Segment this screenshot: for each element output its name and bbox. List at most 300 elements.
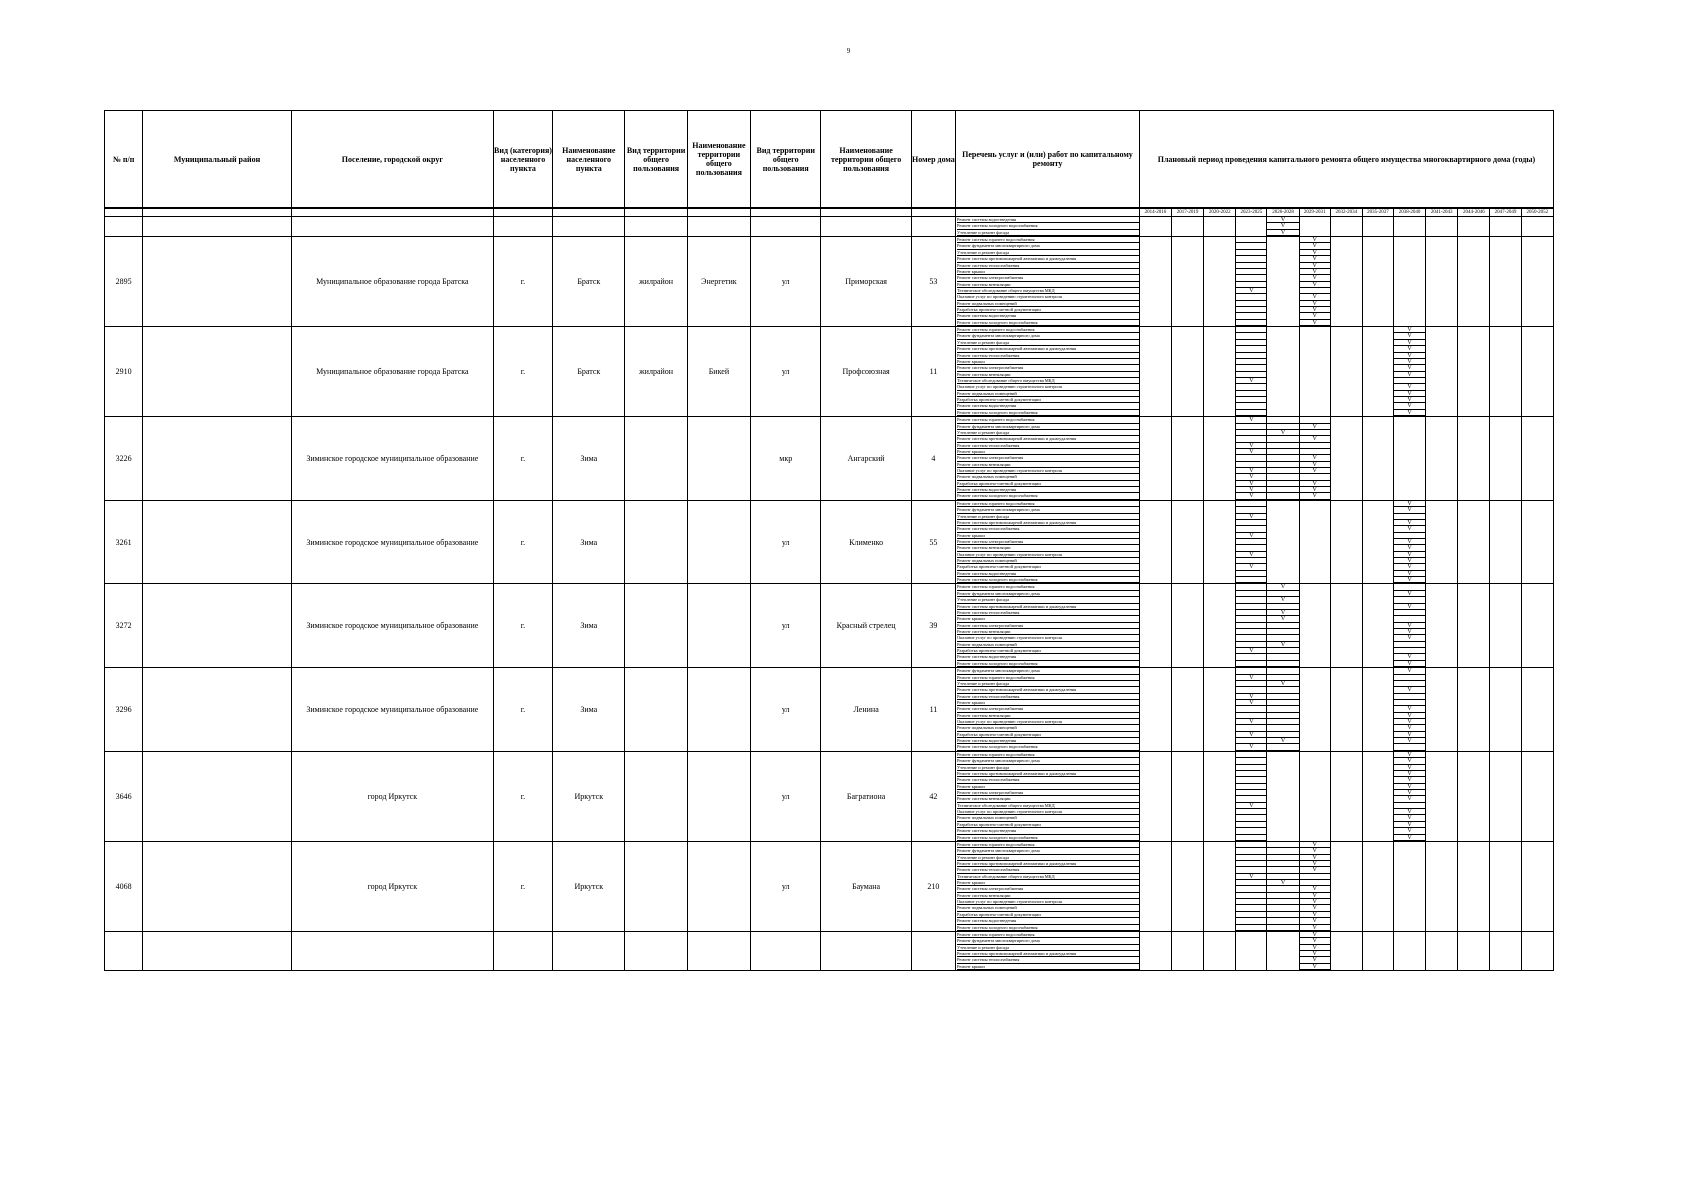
year-mark — [1426, 925, 1457, 931]
year-mark: V — [1300, 468, 1330, 474]
settlement: Зиминское городское муниципальное образование — [306, 621, 479, 631]
year-mark — [1426, 577, 1457, 583]
year-mark: V — [1394, 719, 1425, 725]
work-item: Ремонт подвальных помещений — [957, 905, 1139, 911]
table-row — [105, 327, 1554, 417]
locality-type-cell — [493, 237, 552, 327]
year-mark — [1204, 925, 1235, 931]
year-mark-cell — [1204, 237, 1236, 327]
work-item: Разработка проектно-сметной документации — [957, 912, 1139, 918]
year-mark-cell — [1490, 841, 1521, 931]
year-mark: V — [1236, 487, 1266, 493]
territory-name-cell — [687, 584, 750, 668]
work-item: Ремонт системы теплоснабжения — [957, 443, 1139, 449]
house-number-cell — [911, 327, 955, 417]
year-mark: V — [1300, 263, 1330, 269]
year-mark — [1331, 493, 1362, 499]
year-mark: V — [1394, 765, 1425, 771]
settlement-cell — [291, 417, 493, 501]
year-mark — [1522, 964, 1553, 970]
year-mark: V — [1394, 333, 1425, 339]
year-mark — [1300, 744, 1330, 750]
year-mark: V — [1394, 835, 1425, 841]
year-mark: V — [1236, 481, 1266, 487]
year-mark: V — [1300, 487, 1330, 493]
year-header: 2050-2052 — [1521, 208, 1553, 217]
years-blank — [956, 208, 1140, 217]
year-mark — [1172, 925, 1203, 931]
year-mark: V — [1394, 732, 1425, 738]
year-mark — [1522, 835, 1553, 841]
year-mark: V — [1236, 675, 1266, 681]
row-number-cell — [105, 500, 143, 584]
house-number-cell — [911, 931, 955, 970]
year-mark: V — [1236, 552, 1266, 558]
year-mark-cell — [1490, 500, 1521, 584]
work-item: Ремонт системы водоотведения — [957, 828, 1139, 834]
year-mark-cell — [1267, 931, 1299, 970]
territory-type-cell — [625, 327, 687, 417]
year-mark-cell — [1204, 327, 1236, 417]
year-mark-cell — [1521, 327, 1553, 417]
header-num: № п/п — [105, 111, 143, 209]
year-mark: V — [1394, 591, 1425, 597]
year-header: 2041-2043 — [1426, 208, 1458, 217]
work-item: Ремонт крыши — [957, 616, 1139, 622]
year-mark-cell — [1521, 217, 1553, 237]
year-mark — [1267, 744, 1298, 750]
work-item: Разработка проектно-сметной документации — [957, 648, 1139, 654]
year-mark-cell — [1172, 327, 1204, 417]
year-mark: V — [1394, 784, 1425, 790]
year-mark — [1522, 410, 1553, 416]
work-item: Техническое обследование общего имущества МКД — [957, 378, 1139, 384]
street-type: ул — [781, 791, 790, 801]
year-mark-cell — [1299, 417, 1330, 501]
work-item: Ремонт системы электроснабжения — [957, 706, 1139, 712]
settlement-cell — [291, 751, 493, 841]
house-number-cell — [911, 500, 955, 584]
year-mark — [1522, 925, 1553, 931]
years-blank — [493, 208, 552, 217]
year-mark: V — [1394, 391, 1425, 397]
year-mark-cell — [1394, 217, 1426, 237]
year-mark-cell — [1426, 217, 1458, 237]
work-item: Ремонт системы противопожарной автоматики и дымоудаления — [957, 861, 1139, 867]
year-mark-cell — [1362, 751, 1393, 841]
row-number-cell — [105, 417, 143, 501]
year-mark-cell — [1204, 500, 1236, 584]
year-mark-cell — [1299, 237, 1330, 327]
header-settlement: Поселение, городской округ — [291, 111, 493, 209]
work-item: Ремонт подвальных помещений — [957, 558, 1139, 564]
year-mark: V — [1300, 282, 1330, 288]
year-mark: V — [1267, 616, 1298, 622]
year-mark — [1363, 661, 1393, 667]
work-item: Ремонт системы вентиляции — [957, 796, 1139, 802]
year-mark: V — [1394, 571, 1425, 577]
street-name: Багратиона — [846, 791, 886, 801]
work-item: Разработка проектно-сметной документации — [957, 397, 1139, 403]
work-item: Ремонт фундамента многоквартирного дома — [957, 668, 1139, 674]
year-header: 2029-2031 — [1299, 208, 1330, 217]
year-mark-cell — [1521, 668, 1553, 752]
year-mark-cell — [1236, 751, 1267, 841]
locality-name-cell — [553, 931, 625, 970]
year-mark — [1394, 320, 1425, 326]
street-type: ул — [781, 704, 790, 714]
year-mark-cell — [1139, 841, 1171, 931]
year-mark-cell — [1204, 931, 1236, 970]
works-cell — [956, 237, 1140, 327]
year-mark: V — [1300, 918, 1330, 924]
year-mark — [1172, 964, 1203, 970]
work-item: Ремонт крыши — [957, 269, 1139, 275]
territory-name: Бикей — [708, 367, 730, 377]
year-mark: V — [1394, 796, 1425, 802]
territory-type-cell — [625, 584, 687, 668]
year-mark: V — [1267, 681, 1298, 687]
work-item: Оказание услуг по проведению строительного контроля — [957, 294, 1139, 300]
year-mark: V — [1394, 327, 1425, 333]
year-mark-cell — [1458, 500, 1490, 584]
year-mark-cell — [1267, 500, 1299, 584]
work-item: Ремонт системы противопожарной автоматики и дымоудаления — [957, 520, 1139, 526]
year-mark-cell — [1267, 237, 1299, 327]
locality-type: г. — [520, 367, 526, 377]
table-row — [105, 931, 1554, 970]
work-item: Ремонт системы противопожарной автоматики и дымоудаления — [957, 951, 1139, 957]
year-mark — [1172, 230, 1203, 236]
street-name-cell — [821, 931, 911, 970]
year-mark: V — [1236, 719, 1266, 725]
year-mark-cell — [1139, 931, 1171, 970]
year-mark-cell — [1267, 584, 1299, 668]
year-mark-cell — [1236, 217, 1267, 237]
year-mark — [1522, 230, 1553, 236]
work-item: Разработка проектно-сметной документации — [957, 307, 1139, 313]
territory-type: жилрайон — [639, 367, 674, 377]
year-mark: V — [1394, 629, 1425, 635]
year-mark-cell — [1236, 584, 1267, 668]
year-mark — [1363, 744, 1393, 750]
street-name-cell — [821, 217, 911, 237]
year-mark — [1140, 835, 1171, 841]
year-mark: V — [1394, 752, 1425, 758]
table-row — [105, 237, 1554, 327]
year-mark: V — [1394, 623, 1425, 629]
district-cell — [143, 841, 292, 931]
year-mark: V — [1300, 848, 1330, 854]
street-type-cell — [751, 841, 821, 931]
year-mark: V — [1236, 564, 1266, 570]
year-mark — [1426, 835, 1457, 841]
year-mark — [1490, 744, 1520, 750]
locality-type-cell — [493, 584, 552, 668]
year-mark — [1522, 320, 1553, 326]
locality-name-cell — [553, 237, 625, 327]
year-mark-cell — [1362, 668, 1393, 752]
year-mark: V — [1267, 610, 1298, 616]
years-blank — [291, 208, 493, 217]
street-type-cell — [751, 500, 821, 584]
locality-name-cell — [553, 500, 625, 584]
territory-type-cell — [625, 668, 687, 752]
work-item: Ремонт системы водоотведения — [957, 571, 1139, 577]
locality-type: г. — [520, 881, 526, 891]
street-type-cell — [751, 751, 821, 841]
year-mark — [1204, 577, 1235, 583]
year-mark: V — [1267, 430, 1298, 436]
year-mark-cell — [1362, 500, 1393, 584]
year-mark-cell — [1204, 417, 1236, 501]
years-blank — [821, 208, 911, 217]
house-number: 42 — [929, 791, 938, 801]
row-number-cell — [105, 841, 143, 931]
territory-name-cell — [687, 668, 750, 752]
work-item: Ремонт системы холодного водоснабжения — [957, 493, 1139, 499]
year-mark: V — [1300, 951, 1330, 957]
year-mark: V — [1394, 809, 1425, 815]
year-mark — [1363, 577, 1393, 583]
year-mark — [1458, 835, 1489, 841]
year-mark: V — [1300, 250, 1330, 256]
year-mark — [1172, 577, 1203, 583]
year-mark-cell — [1426, 668, 1458, 752]
year-mark-cell — [1236, 237, 1267, 327]
year-mark-cell — [1236, 841, 1267, 931]
year-header: 2044-2046 — [1458, 208, 1490, 217]
year-mark: V — [1267, 642, 1298, 648]
row-number-cell — [105, 327, 143, 417]
year-mark — [1394, 964, 1425, 970]
year-mark: V — [1394, 365, 1425, 371]
district-cell — [143, 417, 292, 501]
year-mark — [1522, 661, 1553, 667]
district-cell — [143, 237, 292, 327]
work-item: Ремонт системы вентиляции — [957, 713, 1139, 719]
district-cell — [143, 217, 292, 237]
street-type-cell — [751, 327, 821, 417]
territory-name-cell — [687, 417, 750, 501]
work-item: Ремонт системы горячего водоснабжения — [957, 327, 1139, 333]
street-type: ул — [781, 537, 790, 547]
row-number: 3296 — [115, 704, 132, 714]
year-mark — [1426, 661, 1457, 667]
year-mark-cell — [1426, 500, 1458, 584]
street-type-cell — [751, 217, 821, 237]
settlement: город Иркутск — [367, 881, 418, 891]
street-name-cell — [821, 500, 911, 584]
work-item: Ремонт системы водоотведения — [957, 738, 1139, 744]
year-mark — [1267, 493, 1298, 499]
year-mark — [1394, 230, 1425, 236]
work-item: Оказание услуг по проведению строительного контроля — [957, 384, 1139, 390]
locality-type: г. — [520, 791, 526, 801]
table-row — [105, 751, 1554, 841]
house-number: 55 — [929, 537, 938, 547]
year-mark: V — [1300, 905, 1330, 911]
year-mark: V — [1236, 874, 1266, 880]
settlement-cell — [291, 327, 493, 417]
year-mark-cell — [1394, 327, 1426, 417]
year-mark-cell — [1521, 841, 1553, 931]
row-number: 3226 — [115, 453, 132, 463]
locality-name: Братск — [577, 367, 601, 377]
work-item: Ремонт системы горячего водоснабжения — [957, 752, 1139, 758]
year-mark: V — [1394, 384, 1425, 390]
work-item: Ремонт системы холодного водоснабжения — [957, 835, 1139, 841]
year-mark-cell — [1394, 237, 1426, 327]
year-mark-cell — [1172, 500, 1204, 584]
locality-type-cell — [493, 931, 552, 970]
year-mark — [1490, 320, 1520, 326]
work-item: Ремонт системы водоотведения — [957, 217, 1139, 223]
year-header: 2026-2028 — [1267, 208, 1299, 217]
works-cell — [956, 500, 1140, 584]
work-item: Утепление и ремонт фасада — [957, 597, 1139, 603]
year-mark — [1140, 577, 1171, 583]
work-item: Ремонт системы теплоснабжения — [957, 263, 1139, 269]
street-type: ул — [781, 621, 790, 631]
work-item: Утепление и ремонт фасада — [957, 340, 1139, 346]
year-mark — [1458, 410, 1489, 416]
house-number-cell — [911, 217, 955, 237]
work-item: Оказание услуг по проведению строительного контроля — [957, 468, 1139, 474]
house-number-cell — [911, 841, 955, 931]
year-mark — [1490, 493, 1520, 499]
settlement: Зиминское городское муниципальное образование — [306, 704, 479, 714]
settlement-cell — [291, 841, 493, 931]
district-cell — [143, 327, 292, 417]
year-mark — [1267, 835, 1298, 841]
settlement-cell — [291, 237, 493, 327]
year-mark-cell — [1267, 841, 1299, 931]
year-mark: V — [1394, 545, 1425, 551]
year-header: 2014-2016 — [1139, 208, 1171, 217]
year-mark-cell — [1299, 841, 1330, 931]
year-mark: V — [1300, 925, 1330, 931]
year-mark-cell — [1330, 668, 1362, 752]
territory-name-cell — [687, 931, 750, 970]
territory-type-cell — [625, 217, 687, 237]
year-mark-cell — [1458, 237, 1490, 327]
year-mark: V — [1394, 668, 1425, 674]
work-item: Ремонт системы холодного водоснабжения — [957, 577, 1139, 583]
year-mark: V — [1300, 237, 1330, 243]
year-mark-cell — [1204, 751, 1236, 841]
year-mark-cell — [1267, 751, 1299, 841]
works-cell — [956, 751, 1140, 841]
year-mark: V — [1394, 577, 1425, 583]
year-mark — [1394, 925, 1425, 931]
work-item: Утепление и ремонт фасада — [957, 430, 1139, 436]
table-row — [105, 584, 1554, 668]
work-item: Разработка проектно-сметной документации — [957, 822, 1139, 828]
work-item: Ремонт фундамента многоквартирного дома — [957, 848, 1139, 854]
settlement-cell — [291, 668, 493, 752]
work-item: Оказание услуг по проведению строительного контроля — [957, 899, 1139, 905]
year-mark: V — [1394, 758, 1425, 764]
year-mark-cell — [1426, 841, 1458, 931]
year-mark: V — [1394, 713, 1425, 719]
year-mark-cell — [1139, 500, 1171, 584]
header-row — [105, 111, 1554, 209]
work-item: Ремонт системы электроснабжения — [957, 886, 1139, 892]
settlement-cell — [291, 217, 493, 237]
work-item: Разработка проектно-сметной документации — [957, 732, 1139, 738]
year-mark-cell — [1172, 417, 1204, 501]
work-item: Ремонт крыши — [957, 784, 1139, 790]
year-mark-cell — [1330, 751, 1362, 841]
year-mark: V — [1394, 526, 1425, 532]
year-mark: V — [1236, 443, 1266, 449]
year-mark — [1490, 835, 1520, 841]
work-item: Ремонт системы электроснабжения — [957, 275, 1139, 281]
years-blank — [105, 208, 143, 217]
year-mark — [1172, 744, 1203, 750]
work-item: Ремонт системы вентиляции — [957, 372, 1139, 378]
year-header: 2047-2049 — [1490, 208, 1521, 217]
work-item: Ремонт фундамента многоквартирного дома — [957, 424, 1139, 430]
year-mark: V — [1300, 957, 1330, 963]
year-mark — [1490, 964, 1520, 970]
year-mark-cell — [1362, 417, 1393, 501]
work-item: Ремонт системы холодного водоснабжения — [957, 925, 1139, 931]
row-number-cell — [105, 584, 143, 668]
year-mark: V — [1300, 269, 1330, 275]
year-mark: V — [1267, 217, 1298, 223]
year-mark: V — [1236, 732, 1266, 738]
year-mark — [1363, 493, 1393, 499]
year-mark — [1236, 835, 1266, 841]
work-item: Ремонт системы теплоснабжения — [957, 353, 1139, 359]
row-number: 3272 — [115, 621, 132, 631]
work-item: Утепление и ремонт фасада — [957, 250, 1139, 256]
year-mark: V — [1236, 648, 1266, 654]
territory-type-cell — [625, 417, 687, 501]
work-item: Ремонт крыши — [957, 880, 1139, 886]
year-mark — [1172, 835, 1203, 841]
header-territory-name: Наименование территории общего пользования — [687, 111, 750, 209]
year-mark: V — [1236, 288, 1266, 294]
year-mark: V — [1300, 855, 1330, 861]
year-mark — [1458, 661, 1489, 667]
street-type-cell — [751, 668, 821, 752]
work-item: Ремонт подвальных помещений — [957, 725, 1139, 731]
year-mark — [1458, 493, 1489, 499]
works-cell — [956, 584, 1140, 668]
year-mark — [1204, 744, 1235, 750]
year-mark — [1236, 964, 1266, 970]
year-mark: V — [1300, 320, 1330, 326]
year-mark-cell — [1139, 327, 1171, 417]
year-mark-cell — [1490, 217, 1521, 237]
settlement: город Иркутск — [367, 791, 418, 801]
year-header: 2035-2037 — [1362, 208, 1393, 217]
year-mark: V — [1300, 932, 1330, 938]
territory-type-cell — [625, 931, 687, 970]
year-mark-cell — [1521, 237, 1553, 327]
locality-type-cell — [493, 327, 552, 417]
house-number-cell — [911, 584, 955, 668]
year-mark-cell — [1267, 217, 1299, 237]
locality-type: г. — [520, 537, 526, 547]
year-mark: V — [1300, 493, 1330, 499]
work-item: Техническое обследование общего имущества МКД — [957, 288, 1139, 294]
street-name-cell — [821, 237, 911, 327]
year-mark: V — [1300, 842, 1330, 848]
